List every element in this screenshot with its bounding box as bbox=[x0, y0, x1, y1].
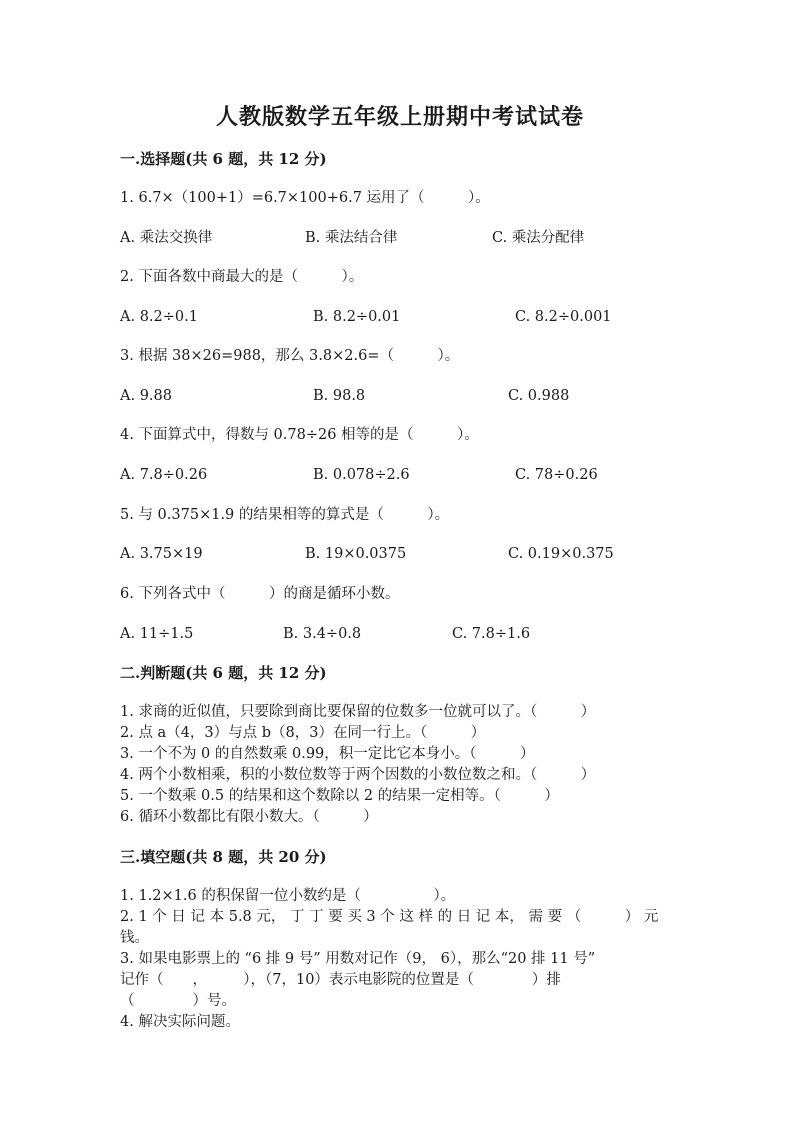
list-item: 1. 求商的近似值，只要除到商比要保留的位数多一位就可以了。（ ） bbox=[120, 704, 596, 720]
list-item-continuation: 钱。 bbox=[120, 930, 149, 946]
list-item-continuation: 记作（ ， ），（7，10）表示电影院的位置是（ ）排 bbox=[120, 972, 561, 988]
list-item-continuation: （ ）号。 bbox=[120, 993, 236, 1009]
list-item: 3. 一个不为 0 的自然数乘 0.99，积一定比它本身小。（ ） bbox=[120, 746, 535, 762]
list-item: 2. 点 a（4，3）与点 b（8，3）在同一行上。（ ） bbox=[120, 725, 486, 741]
option-c: C. 乘法分配律 bbox=[492, 230, 585, 246]
page-title: 人教版数学五年级上册期中考试试卷 bbox=[215, 104, 584, 130]
section-heading-fill-in: 三.填空题(共 8 题，共 20 分) bbox=[120, 848, 327, 866]
option-b: B. 98.8 bbox=[313, 388, 366, 404]
list-item: 5. 一个数乘 0.5 的结果和这个数除以 2 的结果一定相等。（ ） bbox=[120, 788, 559, 804]
option-a: A. 11÷1.5 bbox=[120, 626, 194, 642]
option-c: C. 0.988 bbox=[508, 388, 570, 404]
option-a: A. 7.8÷0.26 bbox=[120, 467, 208, 483]
option-c: C. 0.19×0.375 bbox=[508, 546, 614, 562]
list-item: 3. 如果电影票上的 “6 排 9 号” 用数对记作（9， 6），那么“20 排 11 号” bbox=[120, 951, 596, 967]
option-a: A. 8.2÷0.1 bbox=[120, 309, 198, 325]
section-heading-choice: 一.选择题(共 6 题，共 12 分) bbox=[120, 150, 327, 168]
question-stem: 2. 下面各数中商最大的是（ ）。 bbox=[120, 269, 364, 285]
option-a: A. 9.88 bbox=[120, 388, 172, 404]
option-b: B. 8.2÷0.01 bbox=[313, 309, 401, 325]
question-stem: 3. 根据 38×26=988，那么 3.8×2.6=（ ）。 bbox=[120, 348, 460, 364]
option-c: C. 78÷0.26 bbox=[515, 467, 598, 483]
option-b: B. 19×0.0375 bbox=[305, 546, 407, 562]
option-a: A. 乘法交换律 bbox=[120, 230, 213, 246]
list-item: 6. 循环小数都比有限小数大。（ ） bbox=[120, 809, 378, 825]
list-item: 4. 两个小数相乘，积的小数位数等于两个因数的小数位数之和。（ ） bbox=[120, 767, 596, 783]
option-b: B. 乘法结合律 bbox=[305, 230, 398, 246]
list-item: 4. 解决实际问题。 bbox=[120, 1014, 240, 1030]
list-item: 2. 1 个 日 记 本 5.8 元， 丁 丁 要 买 3 个 这 样 的 日 记 本， 需 要 （ ） 元 bbox=[120, 909, 659, 925]
question-stem: 4. 下面算式中，得数与 0.78÷26 相等的是（ ）。 bbox=[120, 427, 479, 443]
list-item: 1. 1.2×1.6 的积保留一位小数约是（ ）。 bbox=[120, 888, 456, 904]
section-heading-judgement: 二.判断题(共 6 题，共 12 分) bbox=[120, 664, 327, 682]
option-c: C. 8.2÷0.001 bbox=[515, 309, 612, 325]
question-stem: 6. 下列各式中（ ）的商是循环小数。 bbox=[120, 586, 400, 602]
option-b: B. 3.4÷0.8 bbox=[283, 626, 362, 642]
question-stem: 1. 6.7×（100+1）=6.7×100+6.7 运用了（ ）。 bbox=[120, 190, 490, 206]
question-stem: 5. 与 0.375×1.9 的结果相等的算式是（ ）。 bbox=[120, 507, 450, 523]
option-b: B. 0.078÷2.6 bbox=[313, 467, 410, 483]
option-a: A. 3.75×19 bbox=[120, 546, 203, 562]
option-c: C. 7.8÷1.6 bbox=[452, 626, 531, 642]
